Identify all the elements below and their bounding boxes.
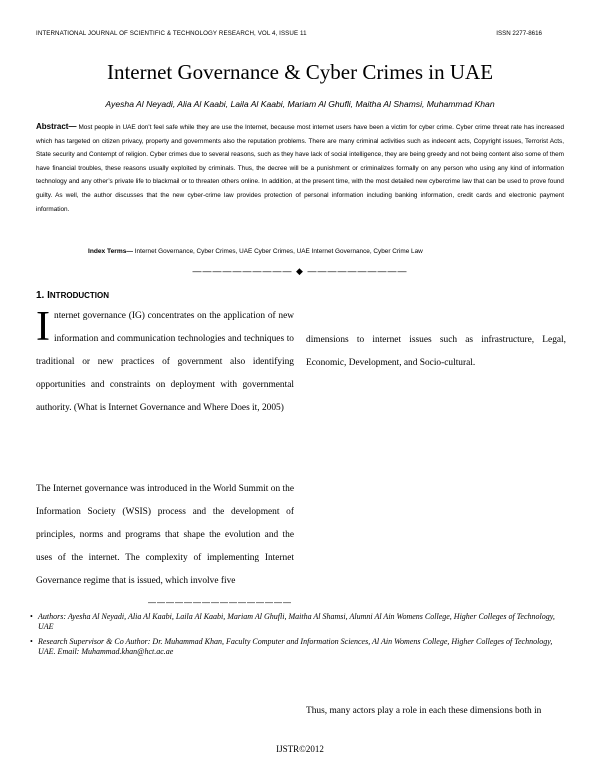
footnote-rule: ———————————————— [148,598,292,607]
intro-paragraph-1-text: nternet governance (IG) concentrates on the application of new information and communication technologies and techniques to traditional or new practices of government also identifying opportunities and constraints on deployment with governmental authority. (What is Internet Governance and Where Does it, 2005) [36,311,294,413]
intro-paragraph-1 [36,305,294,420]
index-terms [88,248,423,255]
footnote-item [30,612,570,631]
section-heading [36,290,109,301]
abstract [36,120,564,216]
footnote-item [30,637,570,656]
bullet-icon: • [30,637,33,647]
section-title-rest: NTRODUCTION [49,291,110,300]
abstract-label: Abstract— [36,122,77,131]
section-separator: —————————— ◆ —————————— [192,266,408,276]
footnote-text: Authors: Ayesha Al Neyadi, Alia Al Kaabi, Laila Al Kaabi, Mariam Al Ghufli, Maitha Al Shamsi, Alumni Al Ain Womens College, Higher Colleges of Technology, UAE [38,612,555,631]
bullet-icon: • [30,612,33,621]
journal-header: INTERNATIONAL JOURNAL OF SCIENTIFIC & TECHNOLOGY RESEARCH, VOL 4, ISSUE 11 [36,30,307,37]
section-number: 1. [36,290,45,301]
index-terms-label: Index Terms— [88,248,133,255]
author-list: Ayesha Al Neyadi, Alia Al Kaabi, Laila Al Kaabi, Mariam Al Ghufli, Maitha Al Shamsi, Muhammad Khan [105,99,495,109]
footnote-text: Research Supervisor & Co Author: Dr. Muhammad Khan, Faculty Computer and Information Sciences, Al Ain Womens College, Higher Colleges of Technology, UAE. Email: Muhammad.khan@hct.ac.ae [38,637,553,656]
issn-label: ISSN 2277-8616 [496,30,542,37]
paper-title: Internet Governance & Cyber Crimes in UAE [106,60,494,84]
index-terms-text: Internet Governance, Cyber Crimes, UAE Cyber Crimes, UAE Internet Governance, Cyber Crime Law [134,248,423,255]
page-footer: IJSTR©2012 [276,744,324,754]
intro-paragraph-4: Thus, many actors play a role in each these dimensions both in [306,706,542,716]
abstract-text: Most people in UAE don’t feel safe while they are use the Internet, because most internet users have been a victim for cyber crime. Cyber crime threat rate has increased which has targeted on citizen privacy, property and governments also the reputation problems. There are many criminal activities such as indecent acts, Copyright issues, Terrorist Acts, State security and Contempt of religion. Cyber crimes due to several reasons, such as they have lack of social intelligence, they are being greedy and not being content also some of them have financial troubles, these reasons usually exploited by criminals. Thus, the decree will be a punishment or criminalizes formally on any person who using any kind of information technology and any other’s private life to blackmail or to threaten others online. In addition, at the present time, with the most detailed new cybercrime law that can be used to prove found guilty. As well, the author discusses that the new cyber-crime law provides protection of personal information including banking information, credit cards and electronic payment information. [36,124,564,213]
intro-paragraph-3: dimensions to internet issues such as infrastructure, Legal, Economic, Development, and Socio-cultural. [306,335,566,368]
drop-cap: I [36,304,50,350]
intro-paragraph-2: The Internet governance was introduced in the World Summit on the Information Society (WSIS) process and the development of principles, norms and programs that shape the evolution and the uses of the internet. The complexity of implementing Internet Governance regime that is issued, which involve five [36,484,294,586]
section-initial: I [47,290,50,301]
footnotes [30,612,570,662]
